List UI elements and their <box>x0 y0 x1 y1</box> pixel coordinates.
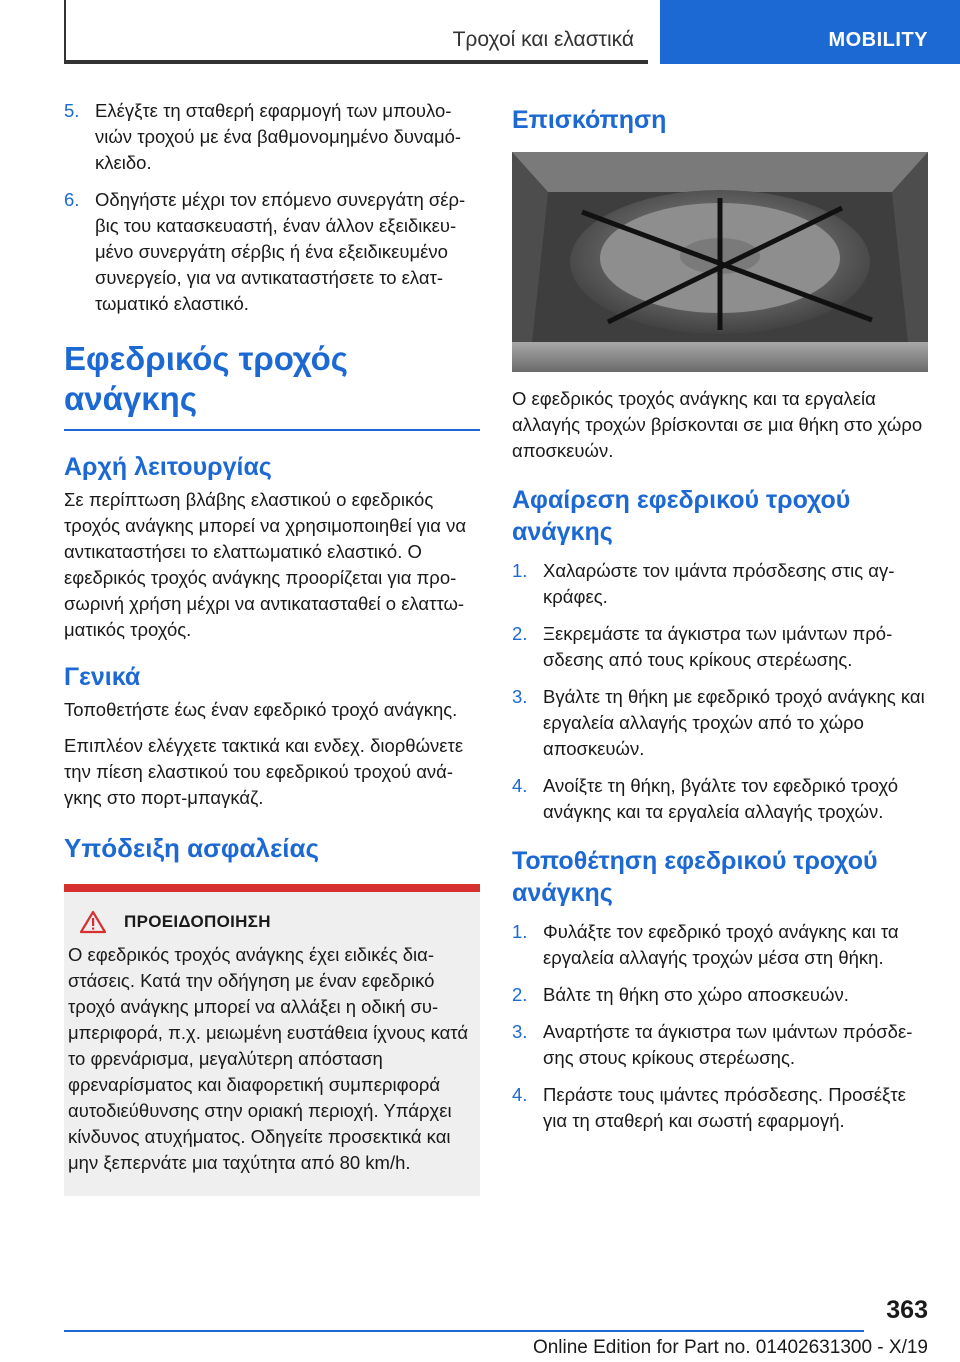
warning-triangle-icon <box>80 910 106 934</box>
step-number: 3. <box>512 686 528 707</box>
step-text: Οδηγήστε μέχρι τον επόμενο συνεργάτη σέρ-βις του κατασκευαστή, έναν άλλον εξειδικευ-μένο συνεργάτη σέρβις ή ένα εξειδικευμένο συνεργείο, για να αντικαταστήσετε το ελατ-τωματικό ελαστικό. <box>95 189 466 314</box>
overview-heading: Επισκόπηση <box>512 106 667 134</box>
footer-edition: Online Edition for Part no. 01402631300 - X/19 <box>532 1337 928 1358</box>
step-number: 1. <box>512 921 528 942</box>
removal-heading: Αφαίρεση εφεδρικού τροχού ανάγκης <box>512 486 851 546</box>
trunk-photo-illustration <box>512 152 928 372</box>
step-number: 4. <box>512 1084 528 1105</box>
step-text: Βάλτε τη θήκη στο χώρο αποσκευών. <box>543 984 849 1005</box>
footer-rule <box>64 1330 864 1332</box>
step-number: 4. <box>512 775 528 796</box>
step-item <box>64 187 480 317</box>
left-column <box>64 98 480 1196</box>
step-text: Αναρτήστε τα άγκιστρα των ιμάντων πρόσδε-σης στους κρίκους στερέωσης. <box>543 1021 913 1068</box>
step-text: Βγάλτε τη θήκη με εφεδρικό τροχό ανάγκης και εργαλεία αλλαγής τροχών από το χώρο αποσκευών. <box>543 686 925 759</box>
overview-caption: Ο εφεδρικός τροχός ανάγκης και τα εργαλεία αλλαγής τροχών βρίσκονται σε μια θήκη στο χώρο αποσκευών. <box>512 388 923 461</box>
general-paragraph-1: Τοποθετήστε έως έναν εφεδρικό τροχό ανάγκης. <box>64 699 458 720</box>
trunk-spare-wheel-image <box>512 152 928 372</box>
step-item <box>512 1019 928 1071</box>
warning-header <box>80 910 470 934</box>
principle-heading: Αρχή λειτουργίας <box>64 453 272 481</box>
step-text: Ξεκρεμάστε τα άγκιστρα των ιμάντων πρό-σδεσης από τους κρίκους στερέωσης. <box>543 623 893 670</box>
principle-text: Σε περίπτωση βλάβης ελαστικού ο εφεδρικός τροχός ανάγκης μπορεί να χρησιμοποιηθεί για να αντικαταστήσει το ελαττωματικό ελαστικό. Ο εφεδρικός τροχός ανάγκης προορίζεται για προ-σωρινή χρήση μέχρι να αντικατασταθεί ο ελαττω-ματικός τροχός. <box>64 489 467 640</box>
step-item <box>512 1082 928 1134</box>
step-number: 5. <box>64 100 80 121</box>
warning-text: Ο εφεδρικός τροχός ανάγκης έχει ειδικές δια-στάσεις. Κατά την οδήγηση με έναν εφεδρικό τροχό ανάγκης μπορεί να αλλάξει η οδική συ-μπεριφορά, π.χ. μειωμένη ευστάθεια ίχνους κατά το φρενάρισμα, μεγαλύτερη απόσταση φρεναρίσματος και διαφορετική συμπεριφορά αυτοδιεύθυνσης στην οριακή περιοχή. Υπάρχει κίνδυνος ατυχήματος. Οδηγείτε προσεκτικά και μην ξεπερνάτε μια ταχύτητα από 80 km/h. <box>68 944 469 1173</box>
removal-steps <box>512 558 928 825</box>
step-item <box>64 98 480 176</box>
mobility-tab-label: MOBILITY <box>828 29 928 51</box>
warning-label: ΠΡΟΕΙΔΟΠΟΙΗΣΗ <box>124 912 271 931</box>
step-text: Περάστε τους ιμάντες πρόσδεσης. Προσέξτε για τη σταθερή και σωστή εφαρμογή. <box>543 1084 906 1131</box>
step-number: 6. <box>64 189 80 210</box>
safety-heading: Υπόδειξη ασφαλείας <box>64 833 320 863</box>
step-number: 2. <box>512 984 528 1005</box>
step-number: 1. <box>512 560 528 581</box>
step-text: Χαλαρώστε τον ιμάντα πρόσδεσης στις αγ-κράφες. <box>543 560 895 607</box>
step-item <box>512 773 928 825</box>
storage-steps <box>512 919 928 1134</box>
storage-heading: Τοποθέτηση εφεδρικού τροχού ανάγκης <box>512 847 878 907</box>
step-item <box>512 558 928 610</box>
page-number: 363 <box>886 1296 928 1324</box>
warning-box <box>64 884 480 1196</box>
chapter-heading: Εφεδρικός τροχός ανάγκης <box>64 340 348 417</box>
step-number: 3. <box>512 1021 528 1042</box>
step-text: Ανοίξτε τη θήκη, βγάλτε τον εφεδρικό τροχό ανάγκης και τα εργαλεία αλλαγής τροχών. <box>543 775 899 822</box>
step-number: 2. <box>512 623 528 644</box>
general-paragraph-2: Επιπλέον ελέγχετε τακτικά και ενδεχ. διορθώνετε την πίεση ελαστικού του εφεδρικού τροχού ανά-γκης στο πορτ-μπαγκάζ. <box>64 735 464 808</box>
section-title: Τροχοί και ελαστικά <box>452 28 634 51</box>
general-heading: Γενικά <box>64 663 141 691</box>
step-item <box>512 919 928 971</box>
heading-rule <box>64 429 480 431</box>
step-text: Φυλάξτε τον εφεδρικό τροχό ανάγκης και τα εργαλεία αλλαγής τροχών μέσα στη θήκη. <box>543 921 899 968</box>
right-column <box>512 98 928 1145</box>
step-text: Ελέγξτε τη σταθερή εφαρμογή των μπουλο-νιών τροχού με ένα βαθμονομημένο δυναμό-κλειδο. <box>95 100 462 173</box>
mobility-tab[interactable] <box>660 0 960 64</box>
step-item <box>512 684 928 762</box>
step-item <box>512 621 928 673</box>
step-item <box>512 982 928 1008</box>
